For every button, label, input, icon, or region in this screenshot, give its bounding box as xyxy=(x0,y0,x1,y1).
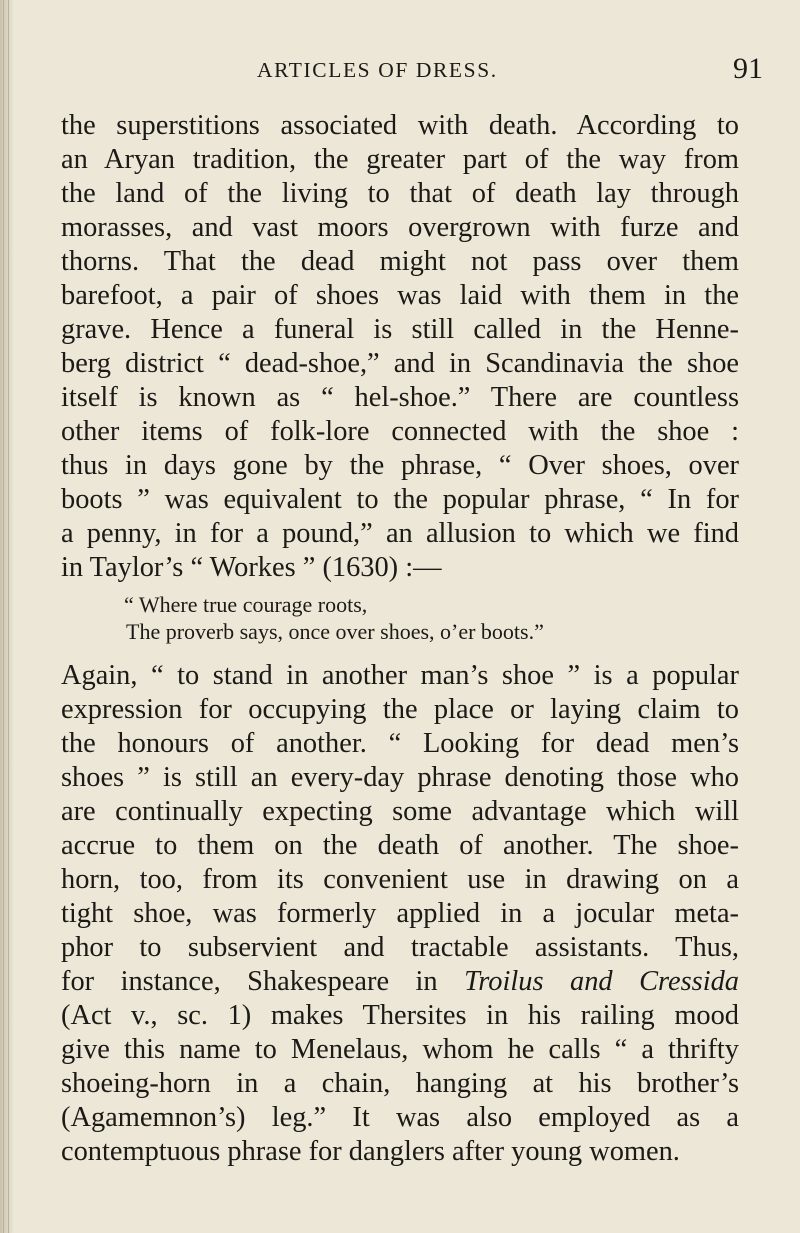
text-line: barefoot, a pair of shoes was laid with them in the xyxy=(61,280,739,311)
text-fragment: for instance, Shakespeare in xyxy=(61,966,465,997)
text-line: thus in days gone by the phrase, “ Over shoes, over xyxy=(61,450,739,481)
text-line: morasses, and vast moors overgrown with furze and xyxy=(61,212,739,243)
play-title-and: and xyxy=(570,966,613,997)
text-line: (Act v., sc. 1) makes Thersites in his railing mood xyxy=(61,1000,739,1031)
text-line: are continually expecting some advantage which will xyxy=(61,796,739,827)
text-line: shoeing-horn in a chain, hanging at his brother’s xyxy=(61,1068,739,1099)
text-line: the land of the living to that of death lay through xyxy=(61,178,739,209)
text-line: phor to subservient and tractable assistants. Thus, xyxy=(61,932,739,963)
text-line: grave. Hence a funeral is still called in the Henne- xyxy=(61,314,739,345)
text-line: the superstitions associated with death. According to xyxy=(61,110,739,141)
text-line: itself is known as “ hel-shoe.” There are countless xyxy=(61,382,739,413)
text-line: thorns. That the dead might not pass over them xyxy=(61,246,739,277)
running-head: ARTICLES OF DRESS. xyxy=(257,58,498,82)
text-line-with-title xyxy=(61,965,739,999)
text-line: other items of folk-lore connected with the shoe : xyxy=(61,416,739,447)
text-line: a penny, in for a pound,” an allusion to which we find xyxy=(61,518,739,549)
text-line: an Aryan tradition, the greater part of the way from xyxy=(61,144,739,175)
text-line: horn, too, from its convenient use in drawing on a xyxy=(61,864,739,895)
text-line: boots ” was equivalent to the popular phrase, “ In for xyxy=(61,484,739,515)
text-line: berg district “ dead-shoe,” and in Scandinavia the shoe xyxy=(61,348,739,379)
text-line: give this name to Menelaus, whom he calls “ a thrifty xyxy=(61,1034,739,1065)
verse-quote-line: The proverb says, once over shoes, o’er boots.” xyxy=(126,619,544,644)
text-line: accrue to them on the death of another. The shoe- xyxy=(61,830,739,861)
text-line: the honours of another. “ Looking for dead men’s xyxy=(61,728,739,759)
verse-quote-line: “ Where true courage roots, xyxy=(124,592,368,617)
text-line: in Taylor’s “ Workes ” (1630) :— xyxy=(61,552,442,583)
text-line: shoes ” is still an every-day phrase denoting those who xyxy=(61,762,739,793)
text-line: (Agamemnon’s) leg.” It was also employed as a xyxy=(61,1102,739,1133)
text-line: tight shoe, was formerly applied in a jocular meta- xyxy=(61,898,739,929)
play-title-cressida: Cressida xyxy=(639,966,739,997)
play-title-troilus: Troilus xyxy=(464,966,544,997)
text-line: expression for occupying the place or laying claim to xyxy=(61,694,739,725)
page-number: 91 xyxy=(733,52,763,85)
text-line: contemptuous phrase for danglers after young women. xyxy=(61,1136,680,1167)
text-line: Again, “ to stand in another man’s shoe ” is a popular xyxy=(61,660,739,691)
